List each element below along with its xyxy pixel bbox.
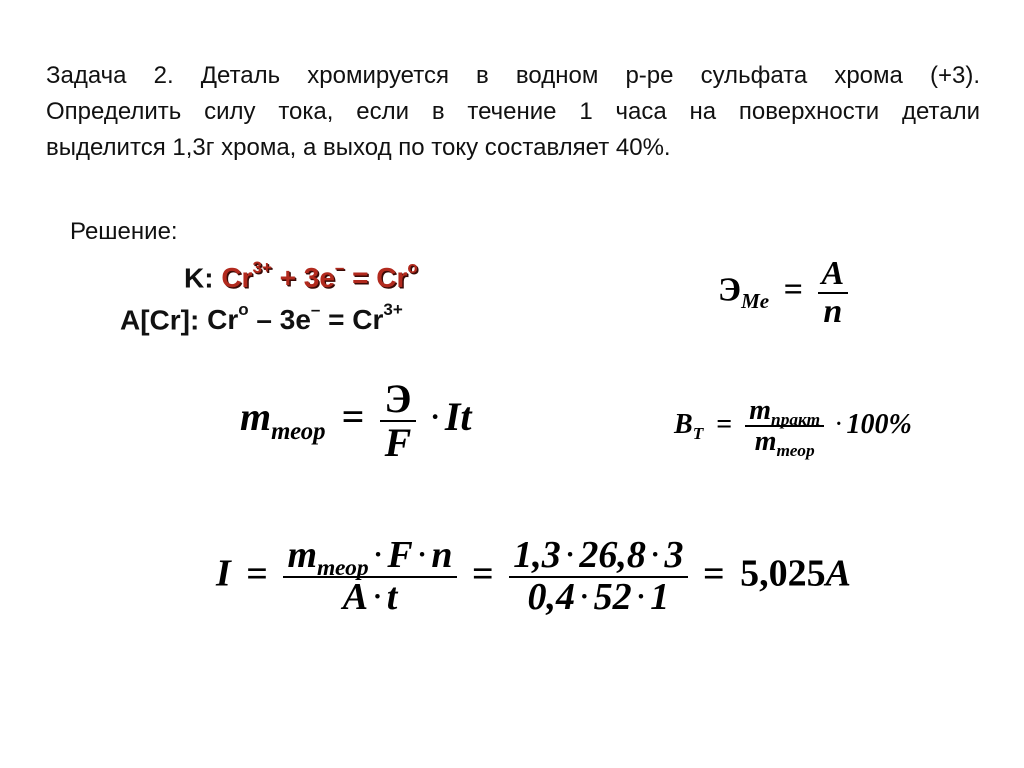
anode-prefix: A[Cr]: xyxy=(120,304,208,336)
theoretical-mass-formula: $m_{теор}$ = $\frac{Э}{F}$ ·It xyxy=(240,376,472,465)
equivalent-fraction: $\frac{A}{n}$ xyxy=(818,256,849,329)
current-numeric-fraction: $\frac{1,3\cdot 26,8\cdot 3}{0,4\cdot 52\cdot 1}$ xyxy=(509,536,687,618)
problem-line-1: Задача 2. Деталь хромируется в водном р-ре сульфата хрома (+3). xyxy=(46,62,980,89)
theoretical-mass-fraction: $\frac{Э}{F}$ xyxy=(380,378,415,464)
current-formula-fraction: $\frac{m_{теор}\cdot F\cdot n}{A\cdot t}$ xyxy=(283,536,456,618)
cathode-prefix: K: xyxy=(184,262,222,294)
anode-reaction xyxy=(120,300,403,336)
current-result: 5,025 xyxy=(740,552,826,595)
problem-statement xyxy=(46,58,980,166)
anode-equation: $Cr^o - 3e^- = Cr^{3+}$ xyxy=(207,300,403,336)
cathode-reaction xyxy=(184,258,418,294)
equivalent-formula: $Э_{Me}$ = $\frac{A}{n}$ xyxy=(718,256,848,329)
solution-label: Решение: xyxy=(70,218,178,245)
current-efficiency-formula: $B_T$ = $\frac{m_{практ}}{m_{теор}}$ · 100% xyxy=(674,395,912,461)
problem-line-2: Определить силу тока, если в течение 1 часа на поверхности детали xyxy=(46,98,980,125)
current-calculation: I = $\frac{m_{теор}\cdot F\cdot n}{A\cdot t}$ = $\frac{1,3\cdot 26,8\cdot 3}{0,4\cdot 52\cdot 1}$ = 5,025A xyxy=(216,534,852,618)
problem-line-3: выделится 1,3г хрома, а выход по току составляет 40%. xyxy=(46,134,671,161)
current-unit: A xyxy=(825,552,852,595)
cathode-equation: $Cr^{3+} + 3e^- = Cr^o$ xyxy=(221,258,418,294)
current-efficiency-fraction: $\frac{m_{практ}}{m_{теор}}$ xyxy=(745,396,824,457)
